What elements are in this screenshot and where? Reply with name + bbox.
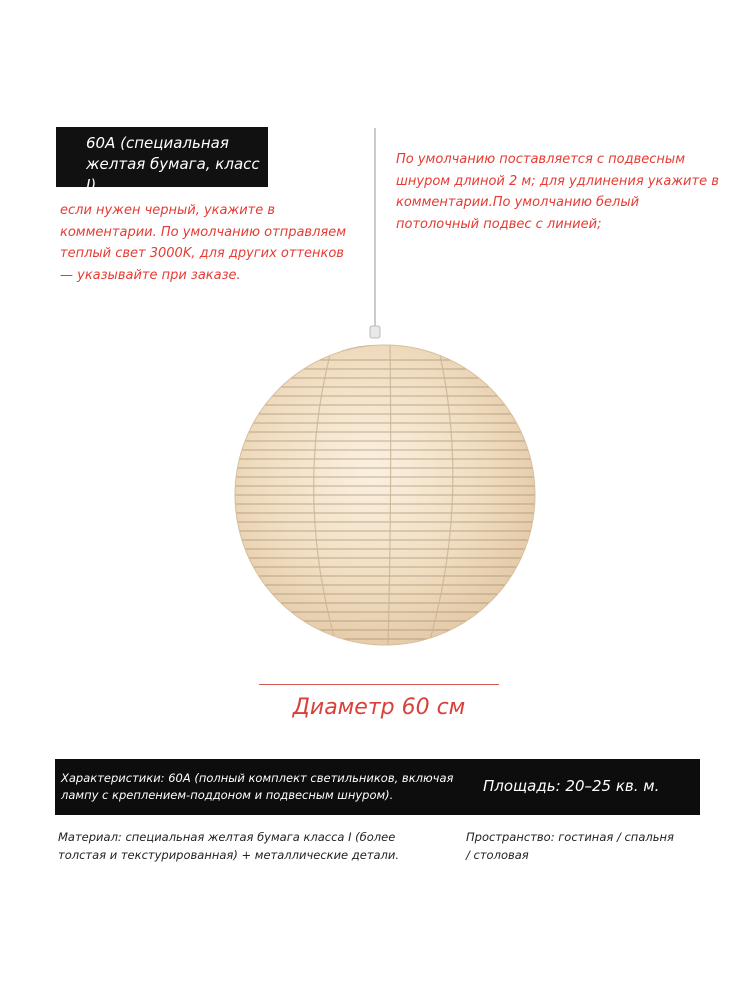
diameter-label: Диаметр 60 см: [292, 695, 466, 720]
characteristics-line: Характеристики: 60A (полный комплект светильников, включая: [61, 771, 454, 785]
space-line: / столовая: [466, 848, 529, 862]
title-line-1: 60A (специальная: [86, 134, 229, 152]
color-note-line: теплый свет 3000K, для других оттенков: [60, 246, 344, 261]
area-text: Площадь: 20–25 кв. м.: [483, 777, 660, 795]
characteristics-line: лампу с креплением-поддоном и подвесным шнуром).: [61, 788, 394, 802]
spec-bar: [55, 759, 700, 815]
space-line: Пространство: гостиная / спальня: [466, 830, 674, 844]
diameter-line: [259, 684, 499, 685]
material-line: Материал: специальная желтая бумага класса I (более: [58, 830, 396, 844]
cord-note-line: шнуром длиной 2 м; для удлинения укажите в: [396, 173, 719, 189]
space-note: [466, 828, 674, 864]
cord-note-line: По умолчанию поставляется с подвесным: [396, 152, 685, 167]
material-note: [58, 828, 399, 864]
characteristics-text: [61, 770, 453, 804]
color-note-line: комментарии. По умолчанию отправляем: [60, 224, 347, 240]
color-note-line: — указывайте при заказе.: [60, 267, 241, 283]
title-line-2: желтая бумага, класс I): [86, 155, 260, 194]
cord-note-line: комментарии.По умолчанию белый: [396, 195, 640, 210]
cord-fitting: [370, 326, 380, 338]
material-line: толстая и текстурированная) + металлические детали.: [58, 848, 400, 862]
cord-note-line: потолочный подвес с линией;: [396, 216, 602, 232]
color-note-line: если нужен черный, укажите в: [60, 203, 276, 218]
